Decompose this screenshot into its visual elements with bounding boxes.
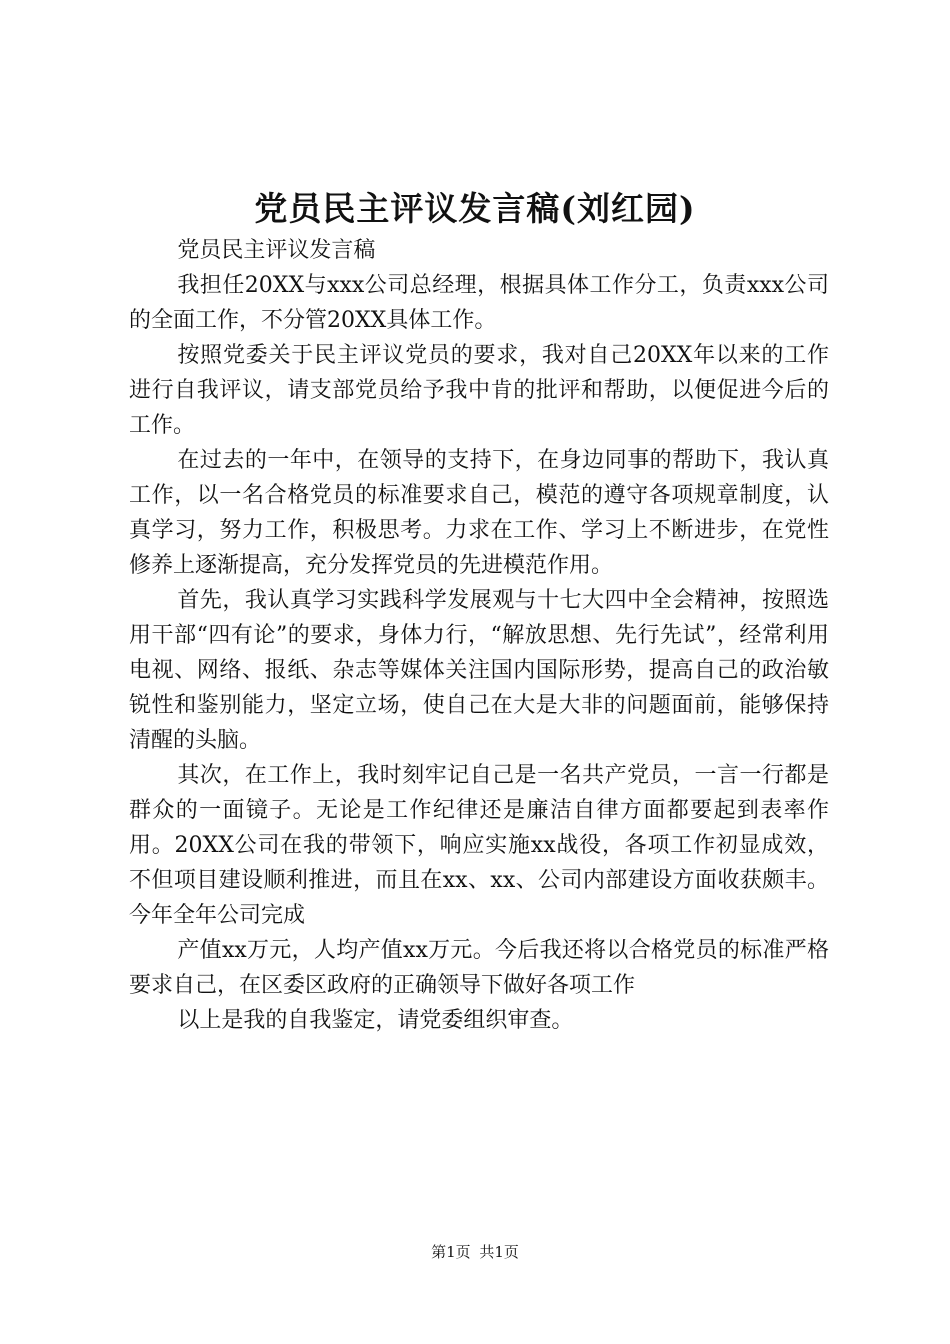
document-body — [129, 233, 829, 1038]
paragraph-heading: 党员民主评议发言稿 — [177, 238, 376, 263]
page-number: 第1页 — [431, 1243, 471, 1261]
page-total: 共1页 — [479, 1243, 519, 1261]
paragraph: 其次，在工作上，我时刻牢记自己是一名共产党员，一言一行都是群众的一面镜子。无论是工作纪律还是廉洁自律方面都要起到表率作用。20XX公司在我的带领下，响应实施xx战役，各项工作初显成效，不但项目建设顺利推进，而且在xx、xx、公司内部建设方面收获颇丰。今年全年公司完成 — [129, 763, 829, 928]
paragraph: 按照党委关于民主评议党员的要求，我对自己20XX年以来的工作进行自我评议，请支部党员给予我中肯的批评和帮助，以便促进今后的工作。 — [129, 343, 829, 438]
paragraph: 在过去的一年中，在领导的支持下，在身边同事的帮助下，我认真工作，以一名合格党员的标准要求自己，模范的遵守各项规章制度，认真学习，努力工作，积极思考。力求在工作、学习上不断进步，在党性修养上逐渐提高，充分发挥党员的先进模范作用。 — [129, 448, 829, 578]
page-footer — [0, 1241, 950, 1263]
paragraph-closing: 以上是我的自我鉴定，请党委组织审查。 — [177, 1008, 574, 1033]
paragraph: 产值xx万元，人均产值xx万元。今后我还将以合格党员的标准严格要求自己，在区委区政府的正确领导下做好各项工作 — [129, 938, 829, 998]
paragraph: 我担任20XX与xxx公司总经理，根据具体工作分工，负责xxx公司的全面工作，不分管20XX具体工作。 — [129, 273, 829, 333]
document-title: 党员民主评议发言稿(刘红园) — [254, 189, 696, 228]
paragraph: 首先，我认真学习实践科学发展观与十七大四中全会精神，按照选用干部“四有论”的要求，身体力行，“解放思想、先行先试”，经常利用电视、网络、报纸、杂志等媒体关注国内国际形势，提高自己的政治敏锐性和鉴别能力，坚定立场，使自己在大是大非的问题面前，能够保持清醒的头脑。 — [129, 588, 829, 753]
